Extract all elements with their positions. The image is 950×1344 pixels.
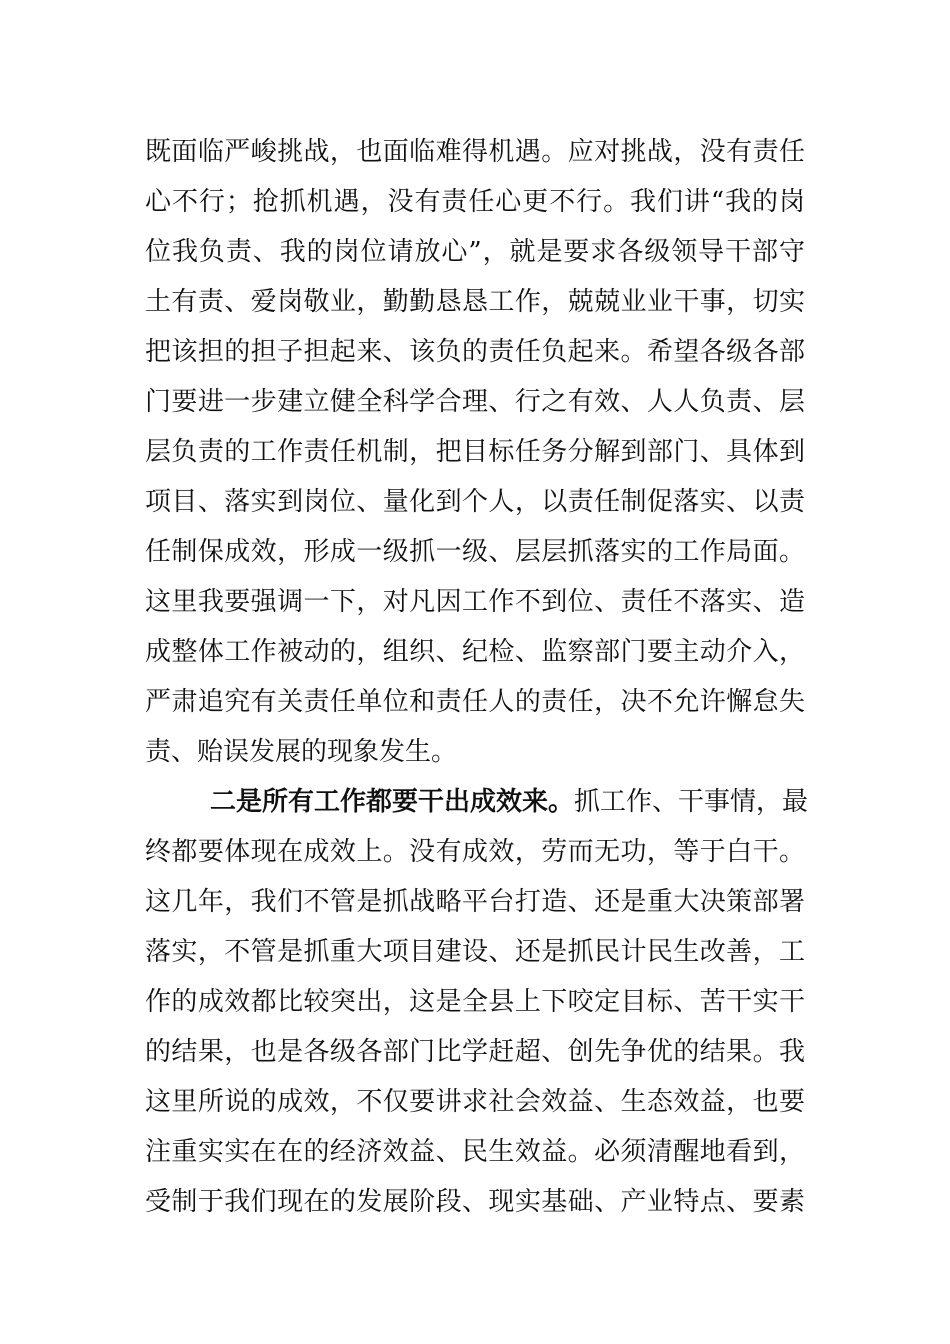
paragraph-line: 位我负责、我的岗位请放心”，就是要求各级领导干部守 xyxy=(145,237,805,267)
paragraph-2-heading: 二是所有工作都要干出成效来。 xyxy=(210,787,575,817)
paragraph-line: 注重实实在在的经济效益、民生效益。必须清醒地看到， xyxy=(145,1137,805,1167)
paragraph-line: 成整体工作被动的，组织、纪检、监察部门要主动介入， xyxy=(145,637,805,667)
paragraph-line: 的结果，也是各级各部门比学赶超、创先争优的结果。我 xyxy=(145,1037,805,1067)
paragraph-line: 心不行；抢抓机遇，没有责任心更不行。我们讲“我的岗 xyxy=(145,187,805,217)
paragraph-line: 把该担的担子担起来、该负的责任负起来。希望各级各部 xyxy=(145,337,805,367)
paragraph-line: 终都要体现在成效上。没有成效，劳而无功，等于白干。 xyxy=(145,837,805,867)
paragraph-line: 土有责、爱岗敬业，勤勤恳恳工作，兢兢业业干事，切实 xyxy=(145,287,805,317)
paragraph-line: 责、贻误发展的现象发生。 xyxy=(145,737,458,767)
paragraph-2-first-line xyxy=(210,782,809,822)
paragraph-line: 项目、落实到岗位、量化到个人，以责任制促落实、以责 xyxy=(145,487,805,517)
paragraph-line: 这里所说的成效，不仅要讲求社会效益、生态效益，也要 xyxy=(145,1087,805,1117)
paragraph-line: 作的成效都比较突出，这是全县上下咬定目标、苦干实干 xyxy=(145,987,805,1017)
paragraph-line: 既面临严峻挑战，也面临难得机遇。应对挑战，没有责任 xyxy=(145,137,805,167)
paragraph-line: 任制保成效，形成一级抓一级、层层抓落实的工作局面。 xyxy=(145,537,805,567)
paragraph-line: 落实，不管是抓重大项目建设、还是抓民计民生改善，工 xyxy=(145,937,805,967)
paragraph-2-first-line-rest: 抓工作、干事情，最 xyxy=(574,787,809,817)
paragraph-line: 严肃追究有关责任单位和责任人的责任，决不允许懈怠失 xyxy=(145,687,805,717)
paragraph-line: 受制于我们现在的发展阶段、现实基础、产业特点、要素 xyxy=(145,1187,805,1217)
paragraph-line: 门要进一步建立健全科学合理、行之有效、人人负责、层 xyxy=(145,387,805,417)
paragraph-line: 这里我要强调一下，对凡因工作不到位、责任不落实、造 xyxy=(145,587,805,617)
paragraph-line: 这几年，我们不管是抓战略平台打造、还是重大决策部署 xyxy=(145,887,805,917)
paragraph-line: 层负责的工作责任机制，把目标任务分解到部门、具体到 xyxy=(145,437,805,467)
